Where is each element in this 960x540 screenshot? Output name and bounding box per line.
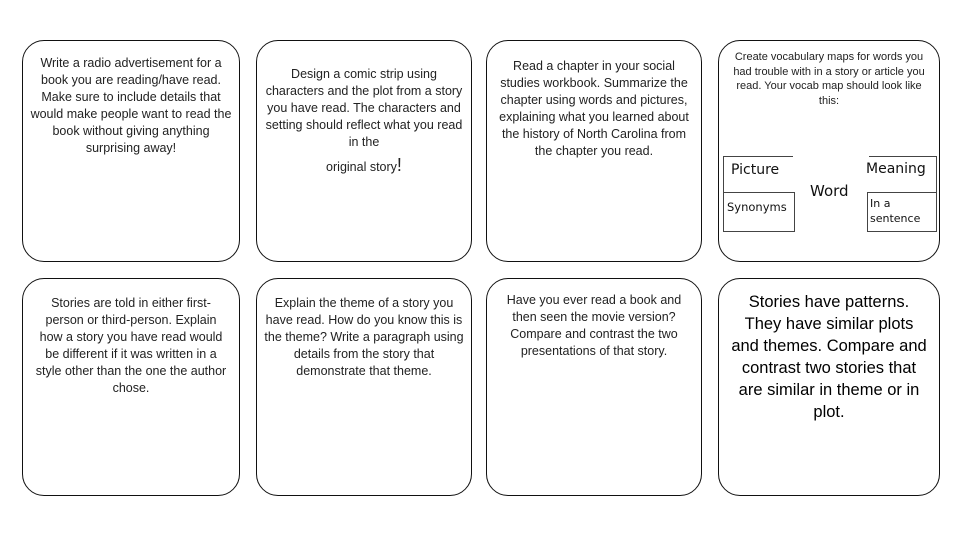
vocab-word-label: Word: [810, 182, 849, 200]
card-radio-advertisement: [22, 40, 240, 262]
card-book-vs-movie: [486, 278, 702, 496]
card-text: Have you ever read a book and then seen the movie version? Compare and contrast the two presentations of that story.: [506, 293, 682, 358]
vocab-picture-label: Picture: [731, 162, 780, 178]
card-text-end: original story: [326, 160, 397, 174]
card-text-main: Design a comic strip using characters and the plot from a story you have read. The characters and setting should reflect what you read in the: [265, 67, 463, 149]
card-text: [257, 66, 471, 183]
card-comic-strip: [256, 40, 472, 262]
vocab-synonyms-label: Synonyms: [727, 200, 787, 214]
card-text: Create vocabulary maps for words you had trouble with in a story or article you read. Your vocab map should look like this:: [733, 51, 925, 107]
vocab-map-diagram: [723, 156, 937, 232]
card-text: Stories are told in either first-person or third-person. Explain how a story you have read would be different if it was written in a style other than the one the author chose.: [35, 296, 227, 395]
card-story-patterns: [718, 278, 940, 496]
card-text: Write a radio advertisement for a book you are reading/have read. Make sure to include details that would make people want to read the book without giving anything surprising away!: [30, 56, 232, 155]
card-theme: [256, 278, 472, 496]
card-social-studies: [486, 40, 702, 262]
card-vocabulary-map: [718, 40, 940, 262]
vocab-sentence-label: In a sentence: [870, 197, 921, 225]
card-text: Read a chapter in your social studies workbook. Summarize the chapter using words and pictures, explaining what you learned about the history of North Carolina from the chapter you read.: [499, 59, 689, 158]
card-point-of-view: [22, 278, 240, 496]
vocab-meaning-label: Meaning: [866, 161, 926, 177]
card-text: Stories have patterns. They have similar plots and themes. Compare and contrast two stories that are similar in theme or in plot.: [731, 293, 927, 421]
card-text: Explain the theme of a story you have read. How do you know this is the theme? Write a paragraph using details from the story that demonstrate that theme.: [264, 296, 464, 378]
card-text-exclaim: !: [396, 155, 402, 175]
